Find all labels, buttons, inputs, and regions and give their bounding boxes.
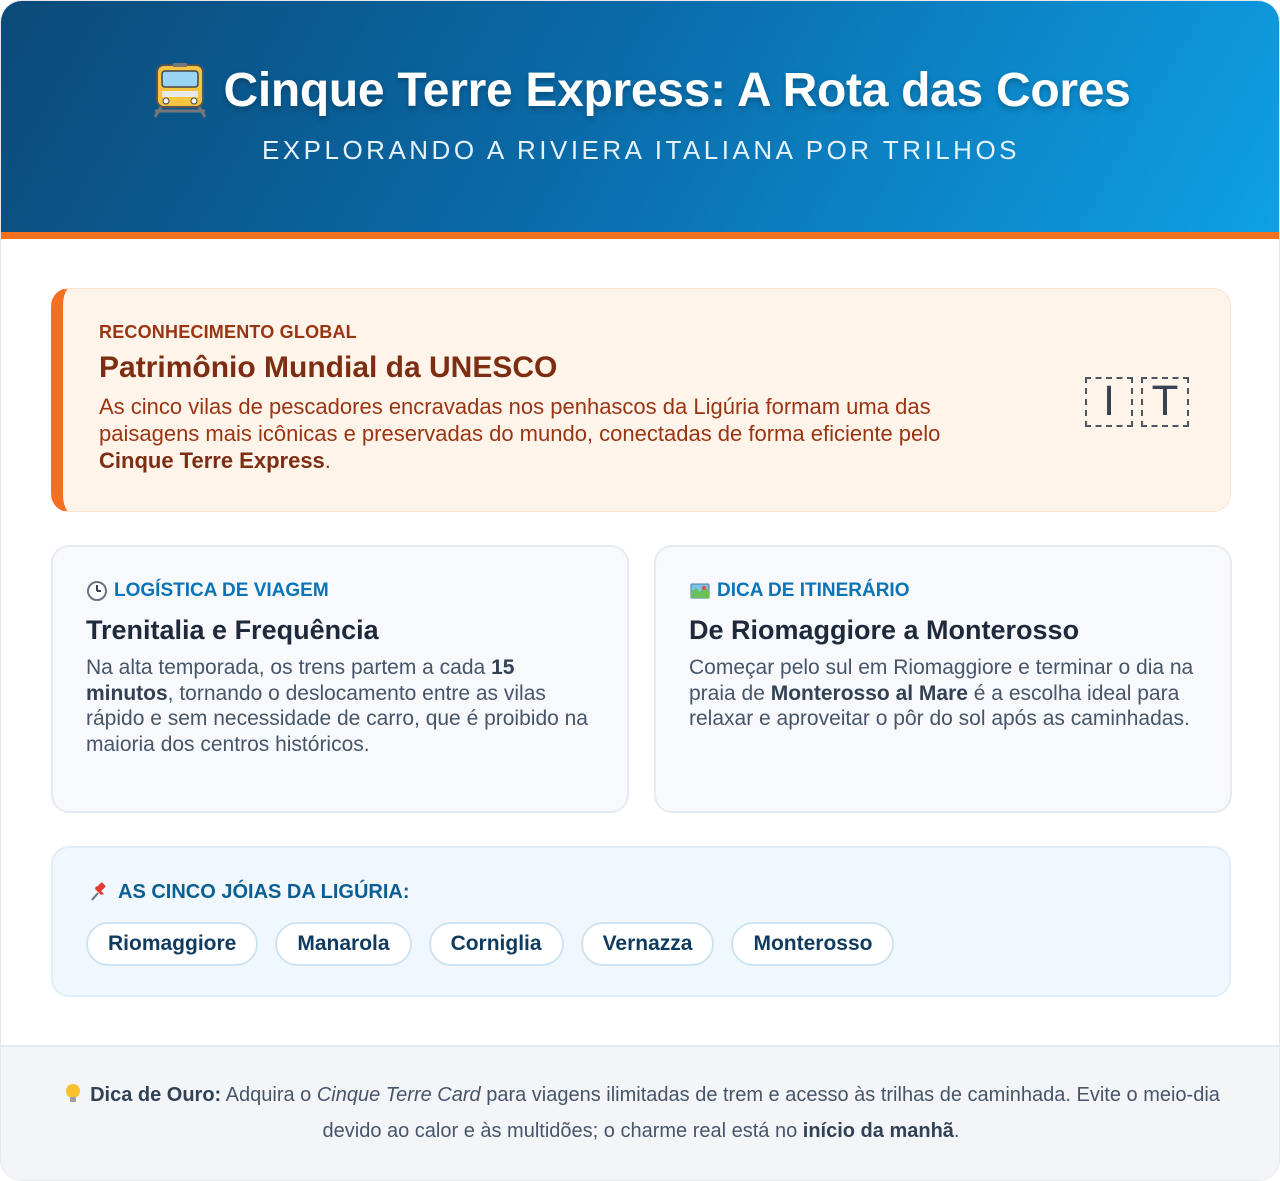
itinerary-kicker — [689, 580, 909, 602]
logistics-kicker-text: LOGÍSTICA DE VIAGEM — [114, 580, 329, 601]
villages-box — [51, 846, 1231, 997]
footer-text-3: . — [953, 1120, 960, 1142]
logistics-card — [51, 545, 629, 813]
village-chip-manarola: Manarola — [275, 922, 411, 966]
clock-icon — [86, 580, 108, 602]
flag-letter-i: I — [1085, 377, 1133, 427]
villages-kicker — [86, 880, 410, 904]
itinerary-body-text: Começar pelo sul em Riomaggiore e terminar o dia na praia de — [689, 656, 1194, 705]
footer-text-strong: início da manhã — [802, 1120, 954, 1142]
footer-text-italic: Cinque Terre Card — [316, 1084, 481, 1106]
hero-body-text: As cinco vilas de pescadores encravadas nos penhascos da Ligúria formam uma das paisagens mais icônicas e preservadas do mundo, conectadas de forma eficiente pelo — [99, 394, 941, 446]
village-chip-vernazza: Vernazza — [581, 922, 715, 966]
village-chip-corniglia: Corniglia — [429, 922, 564, 966]
page-subtitle: EXPLORANDO A RIVIERA ITALIANA POR TRILHOS — [261, 135, 1021, 165]
villages-kicker-text: AS CINCO JÓIAS DA LIGÚRIA: — [118, 880, 410, 903]
unesco-highlight-box — [51, 288, 1231, 512]
lightbulb-icon — [62, 1082, 84, 1104]
header-banner — [1, 1, 1280, 239]
train-icon — [151, 61, 209, 119]
flag-letter-t: T — [1141, 377, 1189, 427]
hero-body-end: . — [324, 448, 331, 473]
hero-body — [99, 393, 1019, 474]
hero-kicker: RECONHECIMENTO GLOBAL — [99, 322, 357, 342]
itinerary-kicker-text: DICA DE ITINERÁRIO — [717, 580, 910, 601]
village-chip-list — [86, 922, 894, 966]
footer-text-2: para viagens ilimitadas de trem e acesso às trilhas de caminhada. Evite o meio-dia devido ao calor e às multidões; o charme real está no — [322, 1084, 1220, 1142]
logistics-body-strong: 15 minutos — [86, 656, 515, 705]
italy-flag-icon — [1085, 377, 1189, 427]
hero-body-strong: Cinque Terre Express — [99, 448, 325, 473]
pushpin-icon — [86, 880, 110, 904]
logistics-kicker — [86, 580, 329, 602]
logistics-body — [86, 655, 606, 757]
logistics-title: Trenitalia e Frequência — [86, 615, 379, 645]
map-icon — [689, 580, 711, 602]
logistics-body-end: , tornando o deslocamento entre as vilas rápido e sem necessidade de carro, que é proibido na maioria dos centros históricos. — [86, 681, 588, 756]
itinerary-body-strong: Monterosso al Mare — [770, 681, 968, 705]
village-chip-riomaggiore: Riomaggiore — [86, 922, 258, 966]
village-chip-monterosso: Monterosso — [731, 922, 894, 966]
page-title: Cinque Terre Express: A Rota das Cores — [223, 63, 1131, 117]
hero-title: Patrimônio Mundial da UNESCO — [99, 351, 558, 384]
logistics-body-text: Na alta temporada, os trens partem a cada — [86, 656, 492, 679]
itinerary-title: De Riomaggiore a Monterosso — [689, 615, 1080, 645]
itinerary-body-end: é a escolha ideal para relaxar e aproveitar o pôr do sol após as caminhadas. — [689, 681, 1190, 730]
itinerary-body — [689, 655, 1209, 732]
title-row — [1, 61, 1280, 119]
itinerary-card — [654, 545, 1232, 813]
footer-text-1: Adquira o — [221, 1084, 317, 1106]
footer-tip-label: Dica de Ouro: — [90, 1084, 222, 1106]
footer-tip-text — [41, 1077, 1241, 1149]
footer-tip — [1, 1045, 1280, 1181]
